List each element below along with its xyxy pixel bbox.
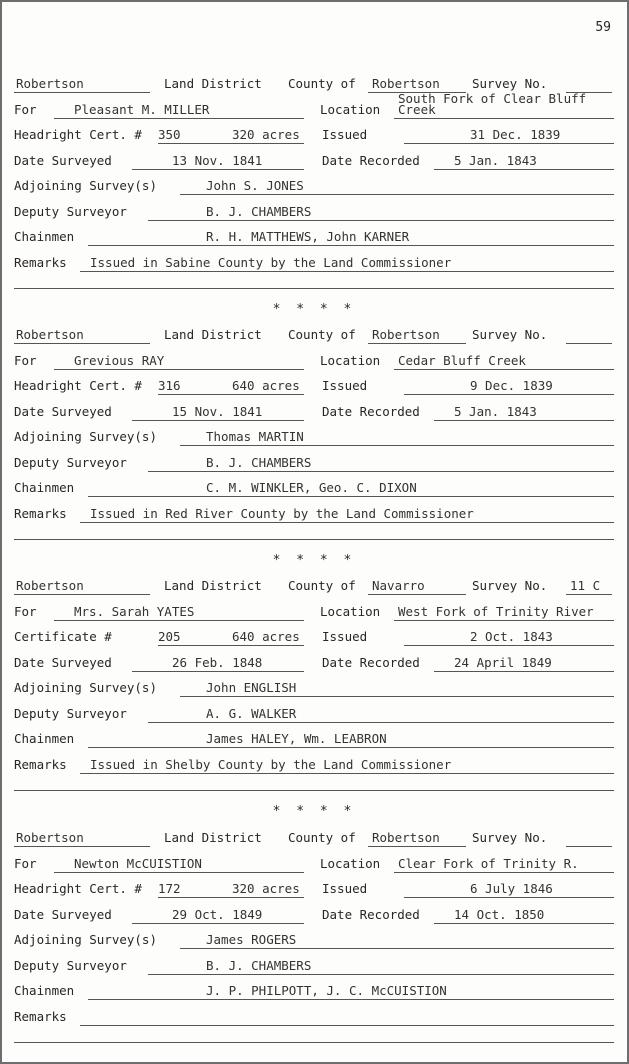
- chainmen-underline: [88, 496, 614, 497]
- certificate-row: [14, 629, 614, 651]
- remarks-continuation-line: [14, 288, 614, 289]
- certificate-row: [14, 127, 614, 149]
- chainmen-label: Chainmen: [14, 983, 75, 998]
- certificate-label: Headright Cert. #: [14, 378, 142, 393]
- record-separator: * * * *: [272, 302, 356, 317]
- remarks-underline: [80, 522, 614, 523]
- remarks-row: [14, 757, 614, 779]
- date-recorded-value: 5 Jan. 1843: [454, 403, 537, 419]
- issued-label: Issued: [322, 378, 368, 393]
- location-value: Cedar Bluff Creek: [398, 352, 526, 368]
- certificate-number: 350: [158, 127, 181, 142]
- grantee-value: Mrs. Sarah YATES: [74, 603, 195, 619]
- chainmen-value: R. H. MATTHEWS, John KARNER: [206, 229, 410, 244]
- location-label: Location: [320, 101, 381, 117]
- date-recorded-label: Date Recorded: [322, 654, 420, 670]
- date-recorded-underline: [434, 671, 614, 672]
- record-separator: * * * *: [272, 804, 356, 819]
- survey-no-underline: [566, 846, 612, 847]
- date-surveyed-underline: [132, 169, 304, 170]
- district-row: [14, 578, 614, 600]
- grantee-underline: [54, 872, 304, 873]
- chainmen-label: Chainmen: [14, 731, 75, 746]
- date-surveyed-label: Date Surveyed: [14, 403, 112, 419]
- deputy-surveyor-value: B. J. CHAMBERS: [206, 957, 312, 973]
- survey-no-label: Survey No.: [472, 578, 548, 593]
- deputy-row: [14, 455, 614, 477]
- grantee-underline: [54, 620, 304, 621]
- date-recorded-underline: [434, 923, 614, 924]
- remarks-underline: [80, 773, 614, 774]
- county-value: Robertson: [372, 76, 440, 91]
- date-surveyed-label: Date Surveyed: [14, 152, 112, 168]
- survey-no-underline: [566, 343, 612, 344]
- dates-row: [14, 404, 614, 426]
- grantee-value: Pleasant M. MILLER: [74, 101, 210, 117]
- deputy-row: [14, 958, 614, 980]
- county-of-label: County of: [288, 327, 356, 342]
- deputy-surveyor-underline: [148, 471, 614, 472]
- land-district-label: Land District: [164, 327, 262, 342]
- chainmen-underline: [88, 245, 614, 246]
- date-recorded-value: 5 Jan. 1843: [454, 152, 537, 168]
- chainmen-value: James HALEY, Wm. LEABRON: [206, 731, 387, 746]
- district-row: [14, 327, 614, 349]
- for-label: For: [14, 603, 37, 619]
- date-recorded-value: 24 April 1849: [454, 654, 552, 670]
- remarks-row: [14, 506, 614, 528]
- remarks-underline: [80, 271, 614, 272]
- location-value-line1: South Fork of Clear Bluff: [398, 90, 587, 106]
- remarks-continuation-line: [14, 1042, 614, 1043]
- deputy-row: [14, 706, 614, 728]
- district-underline: [14, 846, 150, 847]
- issued-value: 2 Oct. 1843: [470, 629, 553, 644]
- district-underline: [14, 594, 150, 595]
- remarks-value: Issued in Red River County by the Land Commissioner: [90, 505, 474, 521]
- location-value: West Fork of Trinity River: [398, 603, 594, 619]
- certificate-underline: [158, 645, 304, 646]
- date-surveyed-value: 26 Feb. 1848: [172, 654, 263, 670]
- adjoining-label: Adjoining Survey(s): [14, 680, 157, 695]
- location-label: Location: [320, 855, 381, 871]
- land-district-label: Land District: [164, 830, 262, 845]
- issued-underline: [404, 897, 614, 898]
- date-recorded-underline: [434, 169, 614, 170]
- dates-row: [14, 655, 614, 677]
- remarks-row: [14, 1009, 614, 1031]
- adjoining-label: Adjoining Survey(s): [14, 178, 157, 193]
- date-recorded-value: 14 Oct. 1850: [454, 906, 545, 922]
- survey-no-label: Survey No.: [472, 830, 548, 845]
- survey-no-label: Survey No.: [472, 327, 548, 342]
- grantee-underline: [54, 369, 304, 370]
- adjoining-label: Adjoining Survey(s): [14, 429, 157, 444]
- remarks-continuation-line: [14, 539, 614, 540]
- district-underline: [14, 92, 150, 93]
- chainmen-row: [14, 731, 614, 753]
- county-value: Robertson: [372, 830, 440, 845]
- for-label: For: [14, 855, 37, 871]
- issued-label: Issued: [322, 629, 368, 644]
- grantee-value: Grevious RAY: [74, 352, 165, 368]
- location-label: Location: [320, 603, 381, 619]
- certificate-underline: [158, 897, 304, 898]
- page-number: 59: [595, 20, 611, 35]
- land-district-label: Land District: [164, 578, 262, 593]
- survey-no-value: 11 C: [570, 578, 601, 593]
- certificate-number: 316: [158, 378, 181, 393]
- survey-no-underline: [566, 594, 612, 595]
- date-surveyed-value: 13 Nov. 1841: [172, 152, 263, 168]
- acres-value: 320 acres: [232, 881, 300, 896]
- remarks-row: [14, 255, 614, 277]
- chainmen-row: [14, 983, 614, 1005]
- chainmen-row: [14, 480, 614, 502]
- certificate-row: [14, 378, 614, 400]
- location-underline: [394, 118, 614, 119]
- survey-no-label: Survey No.: [472, 76, 548, 91]
- adjoining-row: [14, 178, 614, 200]
- certificate-underline: [158, 394, 304, 395]
- remarks-value: Issued in Shelby County by the Land Commissioner: [90, 756, 452, 772]
- chainmen-underline: [88, 999, 614, 1000]
- acres-value: 640 acres: [232, 378, 300, 393]
- certificate-label: Headright Cert. #: [14, 881, 142, 896]
- district-underline: [14, 343, 150, 344]
- issued-underline: [404, 394, 614, 395]
- deputy-surveyor-label: Deputy Surveyor: [14, 957, 127, 973]
- county-of-label: County of: [288, 76, 356, 91]
- remarks-label: Remarks: [14, 254, 67, 270]
- adjoining-value: John S. JONES: [206, 178, 304, 193]
- location-underline: [394, 872, 614, 873]
- county-underline: [368, 343, 466, 344]
- certificate-row: [14, 881, 614, 903]
- location-label: Location: [320, 352, 381, 368]
- adjoining-underline: [180, 445, 614, 446]
- date-recorded-label: Date Recorded: [322, 906, 420, 922]
- issued-value: 9 Dec. 1839: [470, 378, 553, 393]
- location-value: Clear Fork of Trinity R.: [398, 855, 579, 871]
- deputy-surveyor-value: B. J. CHAMBERS: [206, 454, 312, 470]
- chainmen-underline: [88, 747, 614, 748]
- remarks-underline: [80, 1025, 614, 1026]
- date-surveyed-underline: [132, 671, 304, 672]
- remarks-value: Issued in Sabine County by the Land Commissioner: [90, 254, 452, 270]
- chainmen-value: J. P. PHILPOTT, J. C. McCUISTION: [206, 983, 447, 998]
- district-value: Robertson: [16, 76, 84, 91]
- acres-value: 320 acres: [232, 127, 300, 142]
- adjoining-underline: [180, 696, 614, 697]
- for-label: For: [14, 101, 37, 117]
- date-surveyed-underline: [132, 420, 304, 421]
- dates-row: [14, 907, 614, 929]
- chainmen-row: [14, 229, 614, 251]
- county-underline: [368, 594, 466, 595]
- for-row: [14, 353, 614, 375]
- county-underline: [368, 846, 466, 847]
- certificate-label: Headright Cert. #: [14, 127, 142, 142]
- county-value: Robertson: [372, 327, 440, 342]
- location-underline: [394, 620, 614, 621]
- county-of-label: County of: [288, 830, 356, 845]
- grantee-underline: [54, 118, 304, 119]
- date-surveyed-underline: [132, 923, 304, 924]
- for-row: [14, 604, 614, 626]
- adjoining-value: John ENGLISH: [206, 680, 297, 695]
- record-separator: * * * *: [272, 553, 356, 568]
- certificate-number: 172: [158, 881, 181, 896]
- deputy-surveyor-underline: [148, 974, 614, 975]
- adjoining-value: James ROGERS: [206, 932, 297, 947]
- adjoining-underline: [180, 194, 614, 195]
- district-row: [14, 830, 614, 852]
- date-recorded-label: Date Recorded: [322, 403, 420, 419]
- adjoining-row: [14, 932, 614, 954]
- county-value: Navarro: [372, 578, 425, 593]
- issued-underline: [404, 645, 614, 646]
- remarks-label: Remarks: [14, 756, 67, 772]
- certificate-label: Certificate #: [14, 629, 112, 644]
- adjoining-row: [14, 429, 614, 451]
- dates-row: [14, 153, 614, 175]
- remarks-continuation-line: [14, 790, 614, 791]
- date-surveyed-value: 15 Nov. 1841: [172, 403, 263, 419]
- date-surveyed-label: Date Surveyed: [14, 654, 112, 670]
- location-value-line2: Creek: [398, 101, 436, 117]
- date-surveyed-value: 29 Oct. 1849: [172, 906, 263, 922]
- adjoining-label: Adjoining Survey(s): [14, 932, 157, 947]
- deputy-surveyor-label: Deputy Surveyor: [14, 203, 127, 219]
- adjoining-value: Thomas MARTIN: [206, 429, 304, 444]
- chainmen-value: C. M. WINKLER, Geo. C. DIXON: [206, 480, 417, 495]
- remarks-label: Remarks: [14, 505, 67, 521]
- issued-label: Issued: [322, 127, 368, 142]
- acres-value: 640 acres: [232, 629, 300, 644]
- chainmen-label: Chainmen: [14, 480, 75, 495]
- district-value: Robertson: [16, 327, 84, 342]
- for-label: For: [14, 352, 37, 368]
- county-of-label: County of: [288, 578, 356, 593]
- date-surveyed-label: Date Surveyed: [14, 906, 112, 922]
- district-value: Robertson: [16, 830, 84, 845]
- issued-value: 31 Dec. 1839: [470, 127, 561, 142]
- location-underline: [394, 369, 614, 370]
- deputy-surveyor-label: Deputy Surveyor: [14, 705, 127, 721]
- district-value: Robertson: [16, 578, 84, 593]
- grantee-value: Newton McCUISTION: [74, 855, 202, 871]
- deputy-surveyor-value: A. G. WALKER: [206, 705, 297, 721]
- deputy-surveyor-label: Deputy Surveyor: [14, 454, 127, 470]
- adjoining-row: [14, 680, 614, 702]
- deputy-row: [14, 204, 614, 226]
- issued-label: Issued: [322, 881, 368, 896]
- chainmen-label: Chainmen: [14, 229, 75, 244]
- for-row: [14, 90, 614, 124]
- for-row: [14, 856, 614, 878]
- certificate-underline: [158, 143, 304, 144]
- date-recorded-label: Date Recorded: [322, 152, 420, 168]
- land-district-label: Land District: [164, 76, 262, 91]
- issued-value: 6 July 1846: [470, 881, 553, 896]
- issued-underline: [404, 143, 614, 144]
- adjoining-underline: [180, 948, 614, 949]
- deputy-surveyor-value: B. J. CHAMBERS: [206, 203, 312, 219]
- deputy-surveyor-underline: [148, 722, 614, 723]
- deputy-surveyor-underline: [148, 220, 614, 221]
- certificate-number: 205: [158, 629, 181, 644]
- remarks-label: Remarks: [14, 1008, 67, 1024]
- date-recorded-underline: [434, 420, 614, 421]
